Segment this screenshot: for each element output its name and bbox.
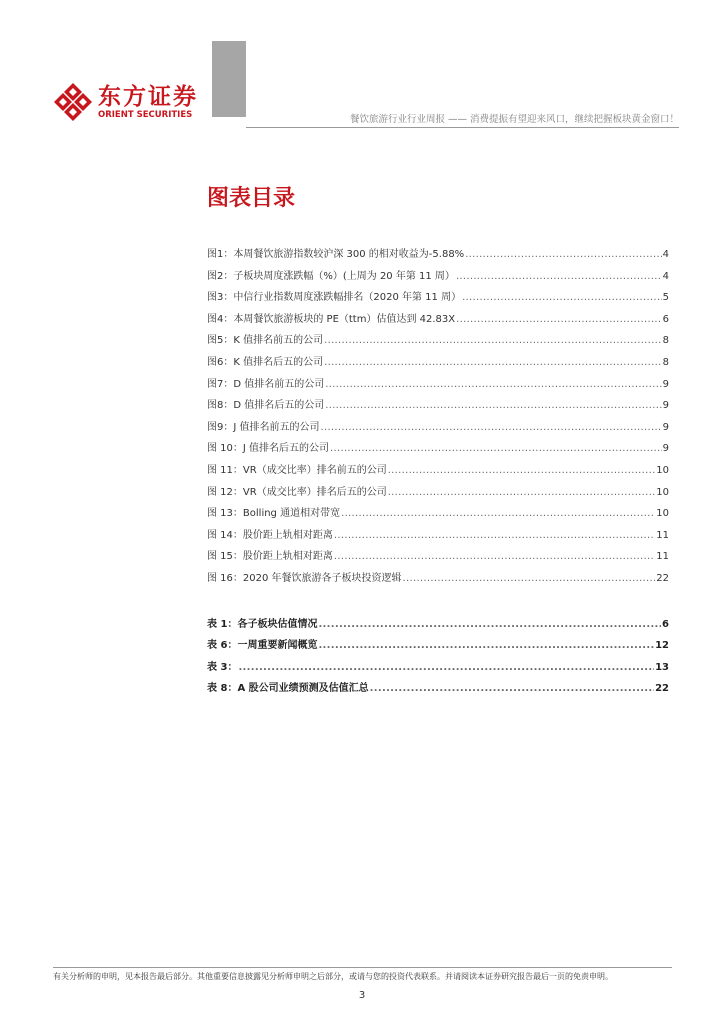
toc-entry-page: 9 <box>662 443 669 455</box>
orient-securities-logo-icon <box>53 82 93 122</box>
toc-leader-dots <box>456 309 661 331</box>
toc-entry-page: 6 <box>662 619 669 630</box>
toc-entry-page: 4 <box>662 249 669 260</box>
toc-entry-label: 图7：D 值排名前五的公司 <box>207 378 325 390</box>
toc-entry-page: 22 <box>655 682 669 694</box>
toc-entry-page: 11 <box>656 551 669 563</box>
toc-leader-dots <box>321 417 662 439</box>
toc-figure-entry[interactable] <box>207 568 669 590</box>
toc-leader-dots <box>324 352 662 374</box>
page-title: 图表目录 <box>207 186 296 211</box>
toc-entry-label: 表 8：A 股公司业绩预测及估值汇总 <box>207 682 369 694</box>
toc-entry-label: 图4：本周餐饮旅游板块的 PE（ttm）估值达到 42.83X <box>207 313 456 325</box>
toc-leader-dots <box>318 614 661 635</box>
toc-figure-entry[interactable] <box>207 352 669 374</box>
toc-entry-label: 表 1：各子板块估值情况 <box>207 619 318 630</box>
toc-leader-dots <box>330 438 662 460</box>
toc-figure-entry[interactable] <box>207 244 669 266</box>
toc-entry-label: 表 6：一周重要新闻概览 <box>207 640 318 652</box>
toc-table-entry[interactable] <box>207 657 669 678</box>
toc-entry-page: 8 <box>662 335 669 347</box>
toc-entry-page: 5 <box>662 292 669 304</box>
footer-divider <box>53 967 672 968</box>
toc-entry-page: 6 <box>662 313 669 325</box>
toc-entry-label: 图5：K 值排名前五的公司 <box>207 335 324 347</box>
toc-table-entry[interactable] <box>207 635 669 656</box>
toc-leader-dots <box>318 635 654 656</box>
toc-leader-dots <box>465 244 661 266</box>
toc-leader-dots <box>238 657 654 678</box>
toc-entry-label: 图6：K 值排名后五的公司 <box>207 356 324 368</box>
toc-entry-label: 图 10：J 值排名后五的公司 <box>207 443 330 455</box>
toc-leader-dots <box>334 546 655 568</box>
page-number: 3 <box>358 990 366 1001</box>
toc-entry-label: 图1：本周餐饮旅游指数较沪深 300 的相对收益为-5.88% <box>207 249 465 260</box>
toc-figure-entry[interactable] <box>207 482 669 504</box>
toc-entry-page: 10 <box>656 464 669 476</box>
toc-leader-dots <box>370 678 654 699</box>
toc-leader-dots <box>341 503 655 525</box>
toc-entry-page: 8 <box>662 356 669 368</box>
toc-figure-entry[interactable] <box>207 503 669 525</box>
toc-figure-entry[interactable] <box>207 374 669 396</box>
toc-entry-page: 22 <box>656 572 669 584</box>
toc-entry-label: 图2：子板块周度涨跌幅（%）(上周为 20 年第 11 周） <box>207 270 455 282</box>
toc-leader-dots <box>456 266 662 288</box>
logo-chinese-text: 东方证券 <box>98 84 198 110</box>
toc-entry-page: 10 <box>656 486 669 498</box>
figure-list <box>207 244 669 590</box>
toc-leader-dots <box>324 330 662 352</box>
toc-entry-page: 9 <box>662 400 669 412</box>
toc-entry-label: 图 15：股价距上轨相对距离 <box>207 551 333 563</box>
toc-entry-label: 图8：D 值排名后五的公司 <box>207 400 325 412</box>
toc-figure-entry[interactable] <box>207 395 669 417</box>
toc-entry-label: 图 16：2020 年餐饮旅游各子板块投资逻辑 <box>207 572 402 584</box>
toc-entry-label: 图3：中信行业指数周度涨跌幅排名（2020 年第 11 周） <box>207 292 462 304</box>
toc-leader-dots <box>388 460 656 482</box>
header-decor-block <box>212 41 246 117</box>
toc-figure-entry[interactable] <box>207 309 669 331</box>
toc-entry-label: 图9：J 值排名前五的公司 <box>207 421 320 433</box>
toc-leader-dots <box>403 568 656 590</box>
toc-leader-dots <box>388 482 656 504</box>
toc-figure-entry[interactable] <box>207 438 669 460</box>
toc-entry-page: 9 <box>662 378 669 390</box>
toc-figure-entry[interactable] <box>207 266 669 288</box>
toc-leader-dots <box>462 287 662 309</box>
toc-leader-dots <box>334 525 655 547</box>
toc-figure-entry[interactable] <box>207 460 669 482</box>
toc-figure-entry[interactable] <box>207 417 669 439</box>
table-list <box>207 614 669 699</box>
toc-figure-entry[interactable] <box>207 287 669 309</box>
toc-figure-entry[interactable] <box>207 546 669 568</box>
toc-entry-page: 13 <box>655 661 669 673</box>
toc-entry-label: 图 12：VR（成交比率）排名后五的公司 <box>207 486 387 498</box>
toc-entry-label: 图 13：Bolling 通道相对带宽 <box>207 508 341 520</box>
logo-english-text: ORIENT SECURITIES <box>98 110 193 120</box>
toc-table-entry[interactable] <box>207 614 669 635</box>
report-header-title: 餐饮旅游行业行业周报 —— 消费提振有望迎来风口，继续把握板块黄金窗口！ <box>349 114 679 125</box>
toc-entry-page: 10 <box>656 508 669 520</box>
toc-figure-entry[interactable] <box>207 525 669 547</box>
footer-disclaimer: 有关分析师的申明，见本报告最后部分。其他重要信息披露见分析师申明之后部分，或请与您的投资代表联系。并请阅读本证券研究报告最后一页的免责申明。 <box>53 972 613 981</box>
toc-entry-label: 图 11：VR（成交比率）排名前五的公司 <box>207 464 387 476</box>
toc-entry-label: 图 14：股价距上轨相对距离 <box>207 529 333 541</box>
toc-entry-label: 表 3： <box>207 661 238 673</box>
toc-entry-page: 12 <box>655 640 669 652</box>
toc-table-entry[interactable] <box>207 678 669 699</box>
toc-leader-dots <box>325 395 661 417</box>
toc-entry-page: 4 <box>662 270 669 282</box>
toc-leader-dots <box>325 374 661 396</box>
header-divider <box>246 127 679 128</box>
toc-figure-entry[interactable] <box>207 330 669 352</box>
toc-entry-page: 11 <box>656 529 669 541</box>
toc-entry-page: 9 <box>662 421 669 433</box>
